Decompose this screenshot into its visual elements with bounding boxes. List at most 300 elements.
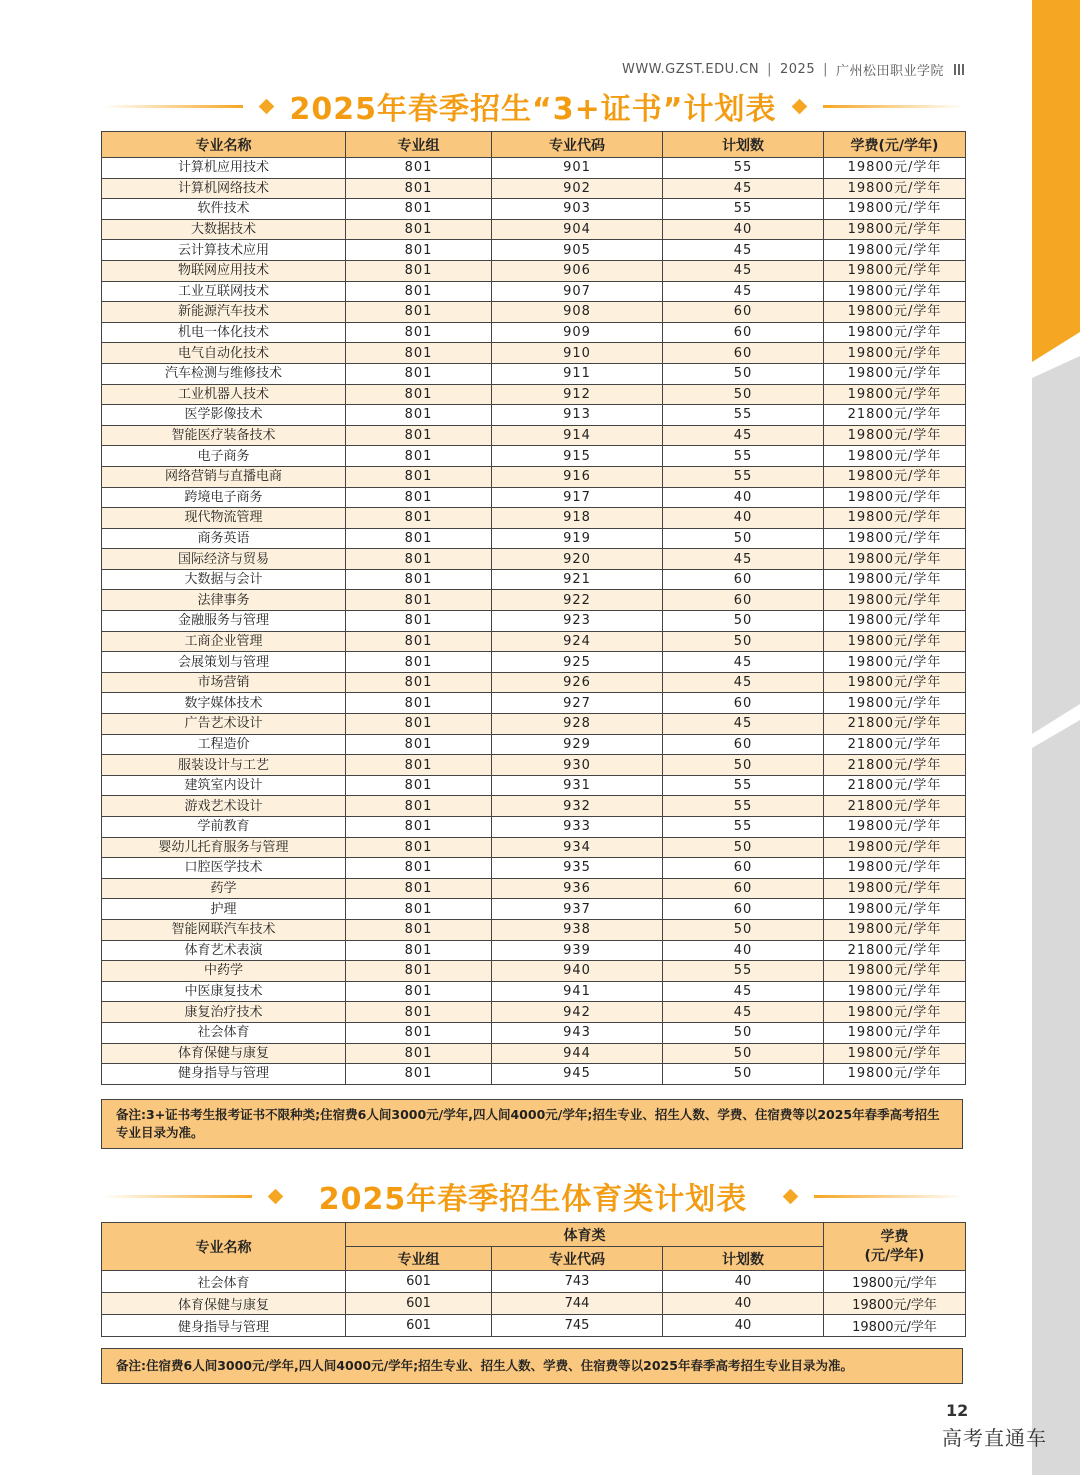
cell-group: 801: [346, 508, 492, 529]
cell-code: 917: [492, 487, 663, 508]
cell-major: 新能源汽车技术: [102, 302, 346, 323]
cell-plan: 50: [663, 1064, 824, 1085]
cell-group: 801: [346, 487, 492, 508]
cell-major: 工业机器人技术: [102, 384, 346, 405]
bars-icon: [954, 64, 964, 75]
cell-group: 801: [346, 961, 492, 982]
cell-code: 745: [492, 1315, 663, 1337]
cell-code: 934: [492, 837, 663, 858]
table-row: [102, 425, 966, 446]
cell-plan: 55: [663, 961, 824, 982]
cell-plan: 55: [663, 775, 824, 796]
table-row: [102, 652, 966, 673]
cell-group: 801: [346, 837, 492, 858]
cell-major: 口腔医学技术: [102, 858, 346, 879]
cell-major: 婴幼儿托育服务与管理: [102, 837, 346, 858]
cell-plan: 60: [663, 569, 824, 590]
cell-fee: 21800元/学年: [824, 796, 966, 817]
cell-plan: 60: [663, 343, 824, 364]
cell-code: 901: [492, 158, 663, 179]
cell-plan: 40: [663, 1271, 824, 1293]
table-row: [102, 405, 966, 426]
cell-code: 924: [492, 631, 663, 652]
cell-fee: 19800元/学年: [824, 178, 966, 199]
cell-major: 金融服务与管理: [102, 611, 346, 632]
cell-plan: 60: [663, 878, 824, 899]
cell-code: 906: [492, 260, 663, 281]
cell-group: 801: [346, 446, 492, 467]
header-separator: |: [823, 62, 828, 77]
sports-plan-body: [102, 1271, 966, 1337]
cell-group: 801: [346, 858, 492, 879]
table-row: [102, 878, 966, 899]
cell-plan: 60: [663, 734, 824, 755]
cell-group: 801: [346, 817, 492, 838]
table-row: [102, 1271, 966, 1293]
cell-plan: 40: [663, 1293, 824, 1315]
table-row: [102, 1293, 966, 1315]
table-row: [102, 240, 966, 261]
cell-fee: 19800元/学年: [824, 631, 966, 652]
cell-group: 801: [346, 878, 492, 899]
col-header-code: 专业代码: [492, 1247, 663, 1271]
cell-group: 801: [346, 363, 492, 384]
school-name: 广州松田职业学院: [835, 64, 944, 79]
cell-plan: 50: [663, 1022, 824, 1043]
table-row: [102, 446, 966, 467]
cell-code: 936: [492, 878, 663, 899]
section1-title: 2025年春季招生“3+证书”计划表: [289, 92, 777, 127]
cell-plan: 55: [663, 405, 824, 426]
cell-major: 工业互联网技术: [102, 281, 346, 302]
cell-code: 925: [492, 652, 663, 673]
cell-plan: 60: [663, 693, 824, 714]
cell-fee: 19800元/学年: [824, 446, 966, 467]
cell-group: 801: [346, 528, 492, 549]
cell-group: 601: [346, 1315, 492, 1337]
cell-code: 909: [492, 322, 663, 343]
table-row: [102, 590, 966, 611]
cell-major: 服装设计与工艺: [102, 755, 346, 776]
cell-code: 931: [492, 775, 663, 796]
col-header-group: 专业组: [346, 1247, 492, 1271]
cell-group: 801: [346, 940, 492, 961]
cell-major: 电子商务: [102, 446, 346, 467]
cell-plan: 50: [663, 363, 824, 384]
cell-group: 801: [346, 693, 492, 714]
cell-plan: 45: [663, 178, 824, 199]
col-header-plan: 计划数: [663, 132, 824, 158]
section1-title-row: [102, 84, 964, 128]
cell-group: 801: [346, 219, 492, 240]
cell-group: 801: [346, 240, 492, 261]
cell-plan: 45: [663, 714, 824, 735]
cell-fee: 19800元/学年: [824, 693, 966, 714]
cell-plan: 50: [663, 384, 824, 405]
cell-code: 905: [492, 240, 663, 261]
cell-code: 919: [492, 528, 663, 549]
cell-major: 学前教育: [102, 817, 346, 838]
cell-major: 中医康复技术: [102, 981, 346, 1002]
cell-group: 801: [346, 755, 492, 776]
cell-fee: 19800元/学年: [824, 672, 966, 693]
cell-code: 930: [492, 755, 663, 776]
cell-plan: 60: [663, 322, 824, 343]
cell-major: 智能网联汽车技术: [102, 919, 346, 940]
cell-group: 801: [346, 569, 492, 590]
table-row: [102, 363, 966, 384]
cell-plan: 40: [663, 487, 824, 508]
table-row: [102, 219, 966, 240]
cell-major: 现代物流管理: [102, 508, 346, 529]
section2-note: 备注:住宿费6人间3000元/学年,四人间4000元/学年;招生专业、招生人数、学费、住宿费等以2025年春季高考招生专业目录为准。: [101, 1348, 963, 1384]
cell-fee: 21800元/学年: [824, 734, 966, 755]
cell-major: 智能医疗装备技术: [102, 425, 346, 446]
table-header-row: [102, 1223, 966, 1247]
cell-fee: 19800元/学年: [824, 363, 966, 384]
cell-code: 908: [492, 302, 663, 323]
cell-plan: 45: [663, 672, 824, 693]
cell-plan: 60: [663, 302, 824, 323]
cell-fee: 19800元/学年: [824, 302, 966, 323]
table-row: [102, 158, 966, 179]
cell-code: 911: [492, 363, 663, 384]
table-row: [102, 775, 966, 796]
table-row: [102, 981, 966, 1002]
cell-code: 940: [492, 961, 663, 982]
watermark-text: 高考直通车: [942, 1426, 1047, 1450]
col-header-group: 专业组: [346, 132, 492, 158]
cell-major: 体育保健与康复: [102, 1293, 346, 1315]
cell-group: 801: [346, 384, 492, 405]
cell-plan: 55: [663, 817, 824, 838]
diamond-icon: [267, 1188, 283, 1204]
cell-code: 907: [492, 281, 663, 302]
cell-fee: 19800元/学年: [824, 549, 966, 570]
cell-code: 945: [492, 1064, 663, 1085]
site-url: WWW.GZST.EDU.CN: [621, 62, 760, 77]
cell-major: 健身指导与管理: [102, 1064, 346, 1085]
table-row: [102, 1043, 966, 1064]
col-header-sports-group: 体育类: [346, 1223, 824, 1247]
table-row: [102, 611, 966, 632]
cell-code: 918: [492, 508, 663, 529]
cell-plan: 40: [663, 508, 824, 529]
cell-major: 健身指导与管理: [102, 1315, 346, 1337]
cell-fee: 21800元/学年: [824, 940, 966, 961]
table-row: [102, 528, 966, 549]
cell-major: 软件技术: [102, 199, 346, 220]
cell-fee: 19800元/学年: [824, 322, 966, 343]
cell-major: 药学: [102, 878, 346, 899]
cell-major: 游戏艺术设计: [102, 796, 346, 817]
cell-code: 922: [492, 590, 663, 611]
cell-group: 801: [346, 405, 492, 426]
cell-group: 801: [346, 714, 492, 735]
cell-plan: 50: [663, 528, 824, 549]
side-decoration: [1032, 0, 1080, 1475]
cell-code: 912: [492, 384, 663, 405]
cell-plan: 45: [663, 981, 824, 1002]
table-row: [102, 714, 966, 735]
col-header-plan: 计划数: [663, 1247, 824, 1271]
page-header: [622, 60, 964, 79]
cell-code: 902: [492, 178, 663, 199]
table-row: [102, 672, 966, 693]
cell-major: 物联网应用技术: [102, 260, 346, 281]
cell-plan: 45: [663, 549, 824, 570]
cell-code: 910: [492, 343, 663, 364]
cell-fee: 19800元/学年: [824, 466, 966, 487]
cell-fee: 19800元/学年: [824, 569, 966, 590]
cell-group: 801: [346, 981, 492, 1002]
cell-group: 601: [346, 1293, 492, 1315]
cell-code: 941: [492, 981, 663, 1002]
header-separator: |: [767, 62, 772, 77]
diamond-icon: [783, 1188, 799, 1204]
certificate-plan-table: [101, 131, 966, 1085]
cell-fee: 19800元/学年: [824, 1002, 966, 1023]
cell-major: 计算机应用技术: [102, 158, 346, 179]
section2-title: 2025年春季招生体育类计划表: [318, 1182, 748, 1217]
cell-code: 914: [492, 425, 663, 446]
cell-fee: 19800元/学年: [824, 508, 966, 529]
cell-plan: 55: [663, 466, 824, 487]
table-row: [102, 919, 966, 940]
cell-group: 801: [346, 158, 492, 179]
cell-group: 801: [346, 590, 492, 611]
cell-fee: 19800元/学年: [824, 219, 966, 240]
table-row: [102, 961, 966, 982]
cell-group: 601: [346, 1271, 492, 1293]
table-row: [102, 858, 966, 879]
cell-plan: 45: [663, 240, 824, 261]
table-row: [102, 178, 966, 199]
cell-plan: 45: [663, 652, 824, 673]
cell-fee: 19800元/学年: [824, 425, 966, 446]
cell-group: 801: [346, 199, 492, 220]
cell-code: 926: [492, 672, 663, 693]
cell-group: 801: [346, 672, 492, 693]
cell-fee: 21800元/学年: [824, 755, 966, 776]
cell-plan: 55: [663, 796, 824, 817]
cell-fee: 19800元/学年: [824, 528, 966, 549]
cell-major: 网络营销与直播电商: [102, 466, 346, 487]
cell-fee: 19800元/学年: [824, 1271, 966, 1293]
table-row: [102, 940, 966, 961]
table-header-row: [102, 132, 966, 158]
table-row: [102, 343, 966, 364]
cell-plan: 55: [663, 158, 824, 179]
cell-code: 920: [492, 549, 663, 570]
cell-fee: 19800元/学年: [824, 981, 966, 1002]
cell-code: 932: [492, 796, 663, 817]
cell-code: 744: [492, 1293, 663, 1315]
page-number: 12: [946, 1401, 969, 1420]
cell-fee: 19800元/学年: [824, 384, 966, 405]
cell-fee: 19800元/学年: [824, 652, 966, 673]
cell-major: 汽车检测与维修技术: [102, 363, 346, 384]
col-header-fee: [824, 1223, 966, 1271]
cell-fee: 19800元/学年: [824, 1315, 966, 1337]
cell-code: 913: [492, 405, 663, 426]
cell-group: 801: [346, 1064, 492, 1085]
cell-fee: 19800元/学年: [824, 1022, 966, 1043]
cell-plan: 40: [663, 940, 824, 961]
cell-fee: 19800元/学年: [824, 199, 966, 220]
cell-plan: 50: [663, 611, 824, 632]
cell-group: 801: [346, 260, 492, 281]
cell-group: 801: [346, 652, 492, 673]
cell-group: 801: [346, 549, 492, 570]
table-row: [102, 693, 966, 714]
table-row: [102, 796, 966, 817]
cell-major: 广告艺术设计: [102, 714, 346, 735]
cell-major: 商务英语: [102, 528, 346, 549]
gray-side-band-2: [1032, 720, 1080, 1475]
cell-major: 工程造价: [102, 734, 346, 755]
diamond-icon: [792, 98, 808, 114]
cell-plan: 55: [663, 446, 824, 467]
cell-fee: 19800元/学年: [824, 899, 966, 920]
table-row: [102, 302, 966, 323]
certificate-plan-body: [102, 158, 966, 1085]
header-year: 2025: [780, 62, 816, 77]
table-row: [102, 281, 966, 302]
cell-group: 801: [346, 734, 492, 755]
table-row: [102, 755, 966, 776]
cell-fee: 19800元/学年: [824, 240, 966, 261]
cell-code: 944: [492, 1043, 663, 1064]
cell-fee: 19800元/学年: [824, 878, 966, 899]
cell-group: 801: [346, 919, 492, 940]
table-row: [102, 508, 966, 529]
cell-fee: 19800元/学年: [824, 858, 966, 879]
cell-plan: 45: [663, 281, 824, 302]
table-row: [102, 322, 966, 343]
cell-major: 机电一体化技术: [102, 322, 346, 343]
cell-group: 801: [346, 611, 492, 632]
diamond-icon: [258, 98, 274, 114]
cell-code: 937: [492, 899, 663, 920]
cell-fee: 19800元/学年: [824, 611, 966, 632]
table-row: [102, 734, 966, 755]
table-row: [102, 466, 966, 487]
cell-code: 921: [492, 569, 663, 590]
cell-code: 935: [492, 858, 663, 879]
cell-code: 928: [492, 714, 663, 735]
cell-group: 801: [346, 302, 492, 323]
cell-plan: 40: [663, 219, 824, 240]
cell-plan: 60: [663, 858, 824, 879]
cell-plan: 50: [663, 1043, 824, 1064]
cell-fee: 19800元/学年: [824, 961, 966, 982]
cell-group: 801: [346, 178, 492, 199]
cell-plan: 50: [663, 919, 824, 940]
cell-major: 中药学: [102, 961, 346, 982]
cell-plan: 40: [663, 1315, 824, 1337]
cell-fee: 19800元/学年: [824, 260, 966, 281]
cell-plan: 60: [663, 590, 824, 611]
cell-plan: 50: [663, 755, 824, 776]
cell-major: 大数据技术: [102, 219, 346, 240]
cell-fee: 19800元/学年: [824, 281, 966, 302]
cell-group: 801: [346, 466, 492, 487]
cell-fee: 21800元/学年: [824, 775, 966, 796]
table-row: [102, 384, 966, 405]
cell-code: 933: [492, 817, 663, 838]
col-header-fee: 学费(元/学年): [824, 132, 966, 158]
cell-plan: 45: [663, 425, 824, 446]
cell-code: 943: [492, 1022, 663, 1043]
cell-group: 801: [346, 796, 492, 817]
cell-fee: 19800元/学年: [824, 837, 966, 858]
cell-code: 915: [492, 446, 663, 467]
cell-fee: 19800元/学年: [824, 590, 966, 611]
cell-group: 801: [346, 322, 492, 343]
table-row: [102, 1022, 966, 1043]
table-row: [102, 631, 966, 652]
cell-major: 数字媒体技术: [102, 693, 346, 714]
cell-major: 会展策划与管理: [102, 652, 346, 673]
cell-fee: 19800元/学年: [824, 1043, 966, 1064]
cell-fee: 19800元/学年: [824, 343, 966, 364]
cell-fee: 19800元/学年: [824, 158, 966, 179]
cell-code: 939: [492, 940, 663, 961]
cell-plan: 50: [663, 837, 824, 858]
cell-major: 计算机网络技术: [102, 178, 346, 199]
cell-plan: 45: [663, 1002, 824, 1023]
cell-major: 社会体育: [102, 1271, 346, 1293]
cell-fee: 19800元/学年: [824, 1064, 966, 1085]
table-row: [102, 549, 966, 570]
cell-group: 801: [346, 899, 492, 920]
cell-code: 942: [492, 1002, 663, 1023]
section2-title-row: [102, 1174, 964, 1218]
sports-plan-table: [101, 1222, 966, 1337]
cell-major: 国际经济与贸易: [102, 549, 346, 570]
table-row: [102, 1315, 966, 1337]
cell-group: 801: [346, 1002, 492, 1023]
cell-code: 916: [492, 466, 663, 487]
cell-group: 801: [346, 1022, 492, 1043]
cell-major: 电气自动化技术: [102, 343, 346, 364]
cell-plan: 50: [663, 631, 824, 652]
cell-major: 云计算技术应用: [102, 240, 346, 261]
orange-side-band: [1032, 0, 1080, 362]
cell-code: 927: [492, 693, 663, 714]
cell-code: 929: [492, 734, 663, 755]
cell-major: 工商企业管理: [102, 631, 346, 652]
table-row: [102, 260, 966, 281]
cell-major: 跨境电子商务: [102, 487, 346, 508]
cell-code: 904: [492, 219, 663, 240]
table-row: [102, 199, 966, 220]
cell-code: 743: [492, 1271, 663, 1293]
cell-code: 923: [492, 611, 663, 632]
table-row: [102, 837, 966, 858]
fee-header-line1: 学费: [880, 1228, 909, 1245]
fee-header-line2: (元/学年): [864, 1247, 925, 1264]
table-row: [102, 487, 966, 508]
cell-code: 903: [492, 199, 663, 220]
cell-major: 医学影像技术: [102, 405, 346, 426]
cell-fee: 19800元/学年: [824, 1293, 966, 1315]
cell-group: 801: [346, 343, 492, 364]
cell-fee: 19800元/学年: [824, 919, 966, 940]
cell-code: 938: [492, 919, 663, 940]
cell-major: 大数据与会计: [102, 569, 346, 590]
